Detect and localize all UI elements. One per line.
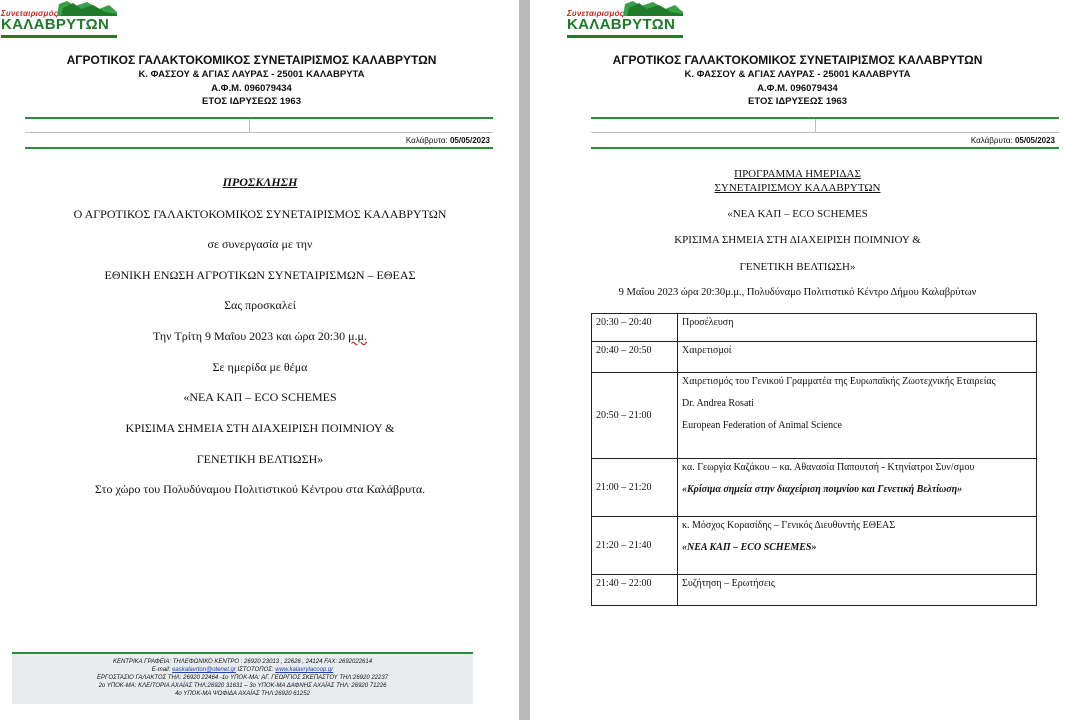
cooperative-logo [1,0,117,40]
letterhead-rule [591,147,1059,149]
schedule-description [678,459,1037,517]
invitation-line-7: «ΝΕΑ ΚΑΠ – ECO SCHEMES [183,390,337,404]
footer-line-4: 2ο ΥΠΟΚ-ΜΑ: ΚΛΕΙΤΟΡΙΑ ΑΧΑΪΑΣ ΤΗΛ:26920 31631 – 3ο ΥΠΟΚ-ΜΑ ΔΑΦΝΗΣ ΑΧΑΪΑΣ ΤΗΛ: 26920 71226 [98,683,387,689]
logo-underline [567,35,683,38]
founded-year: ΕΤΟΣ ΙΔΡΥΣΕΩΣ 1963 [202,96,301,107]
schedule-description [678,575,1037,606]
letterhead-rule [25,147,493,149]
schedule-row [592,459,1037,517]
date-label: Καλάβρυτα: [405,136,448,145]
address: Κ. ΦΑΣΣΟΥ & ΑΓΙΑΣ ΛΑΥΡΑΣ - 25001 ΚΑΛΑΒΡΥΤΑ [684,69,911,80]
letterhead [530,52,1065,109]
letterhead-box [591,117,1059,133]
schedule-text-line: Χαιρετισμός του Γενικού Γραμματέα της Ευρωπαϊκής Ζωοτεχνικής Εταιρείας [682,376,996,387]
footer-website-link[interactable]: www.kalavrylacoop.gr [275,667,334,673]
invitation-line-1: Ο ΑΓΡΟΤΙΚΟΣ ΓΑΛΑΚΤΟΚΟΜΙΚΟΣ ΣΥΝΕΤΑΙΡΙΣΜΟΣ ΚΑΛΑΒΡΥΤΩΝ [73,207,447,221]
programme-title [530,168,1065,195]
footer-line-1: ΚΕΝΤΡΙΚΑ ΓΡΑΦΕΙΑ: ΤΗΛΕΦΩΝΙΚΟ ΚΕΝΤΡΟ : 26920 23013 , 22626 , 24124 FAX: 2692022614 [112,659,373,665]
schedule-text-line: Dr. Andrea Rosati [682,398,754,409]
footer-line-5: 4ο ΥΠΟΚ-ΜΑ ΨΩΦΙΔΑ ΑΧΑΪΑΣ ΤΗΛ:26920 61252 [175,691,310,697]
schedule-description [678,517,1037,575]
programme-subject-2: ΚΡΙΣΙΜΑ ΣΗΜΕΙΑ ΣΤΗ ΔΙΑΧΕΙΡΙΣΗ ΠΟΙΜΝΙΟΥ & [674,234,921,246]
programme-subject-3: ΓΕΝΕΤΙΚΗ ΒΕΛΤΙΩΣΗ» [739,261,856,273]
letterhead [0,52,503,109]
cooperative-name: ΑΓΡΟΤΙΚΟΣ ΓΑΛΑΚΤΟΚΟΜΙΚΟΣ ΣΥΝΕΤΑΙΡΙΣΜΟΣ ΚΑΛΑΒΡΥΤΩΝ [612,53,983,67]
schedule-text-line: Χαιρετισμοί [682,345,732,356]
letter-date [300,136,490,145]
logo-main-text: ΚΑΛΑΒΡΥΤΩΝ [567,16,676,33]
schedule-text-line: «ΝΕΑ ΚΑΠ – ECO SCHEMES» [682,542,817,553]
invitation-pm: μ.μ. [348,329,367,343]
programme-title-line-2: ΣΥΝΕΤΑΙΡΙΣΜΟΥ ΚΑΛΑΒΡΥΤΩΝ [714,181,881,194]
invitation-line-9: ΓΕΝΕΤΙΚΗ ΒΕΛΤΙΩΣΗ» [196,452,324,466]
invitation-date-time: Την Τρίτη 9 Μαΐου 2023 και ώρα 20:30 [153,329,349,343]
invitation-line-3: ΕΘΝΙΚΗ ΕΝΩΣΗ ΑΓΡΟΤΙΚΩΝ ΣΥΝΕΤΑΙΡΙΣΜΩΝ – ΕΘΕΑΣ [104,268,416,282]
footer-line-2: E-mail: easkalavrton@otenet.gr ΙΣΤΟΤΟΠΟΣ: www.kalavrylacoop.gr [151,667,334,673]
schedule-time: 21:40 – 22:00 [592,575,678,606]
tax-id: Α.Φ.Μ. 096079434 [211,82,292,94]
schedule-row [592,517,1037,575]
invitation-line-10: Στο χώρο του Πολυδύναμου Πολιτιστικού Κέντρου στα Καλάβρυτα. [94,482,426,496]
logo-underline [1,35,117,38]
programme-subject-1: «ΝΕΑ ΚΑΠ – ECO SCHEMES [727,208,868,220]
schedule-description [678,342,1037,373]
invitation-line-2: σε συνεργασία με την [207,237,313,251]
schedule-row [592,342,1037,373]
invitation-line-8: ΚΡΙΣΙΜΑ ΣΗΜΕΙΑ ΣΤΗ ΔΙΑΧΕΙΡΙΣΗ ΠΟΙΜΝΙΟΥ & [125,421,395,435]
schedule-time: 20:30 – 20:40 [592,314,678,342]
schedule-time: 20:50 – 21:00 [592,373,678,459]
schedule-time: 21:20 – 21:40 [592,517,678,575]
footer-line-3: ΕΡΓΟΣΤΑΣΙΟ ΓΑΛΑΚΤΟΣ ΤΗΛ: 26920 22464 -1ο ΥΠΟΚ-ΜΑ: ΑΓ. ΓΕΩΡΓΙΟΣ ΣΚΕΠΑΣΤΟΥ ΤΗΛ:26920 22237 [96,675,389,681]
invitation-line-5 [30,329,490,344]
schedule-text-line: κ. Μόσχος Κορασίδης – Γενικός Διευθυντής ΕΘΕΑΣ [682,520,896,531]
logo-top-text: Συνεταιρισμός [1,9,59,18]
footer-email-link[interactable]: easkalavrton@otenet.gr [172,667,236,673]
page-gutter [519,0,530,720]
cooperative-name: ΑΓΡΟΤΙΚΟΣ ΓΑΛΑΚΤΟΚΟΜΙΚΟΣ ΣΥΝΕΤΑΙΡΙΣΜΟΣ ΚΑΛΑΒΡΥΤΩΝ [66,53,437,67]
document-page-1 [0,0,519,720]
cooperative-logo [567,0,683,40]
invitation-title-block [30,175,490,190]
schedule-description [678,314,1037,342]
letterhead-box [25,117,493,133]
schedule-table [591,313,1037,606]
tax-id: Α.Φ.Μ. 096079434 [757,82,838,94]
logo-top-text: Συνεταιρισμός [567,9,625,18]
schedule-text-line: κα. Γεωργία Καζάκου – κα. Αθανασία Παπουτσή - Κτηνίατροι Συν/σμου [682,462,975,473]
letter-date [865,136,1055,145]
schedule-text-line: «Κρίσιμα σημεία στην διαχείριση ποιμνίου και Γενετική Βελτίωση» [682,484,963,495]
programme-title-line-1: ΠΡΟΓΡΑΜΜΑ ΗΜΕΡΙΔΑΣ [734,168,861,180]
schedule-row [592,373,1037,459]
invitation-line-6: Σε ημερίδα με θέμα [212,360,308,374]
date-label: Καλάβρυτα: [970,136,1013,145]
invitation-title: ΠΡΟΣΚΛΗΣΗ [222,175,298,189]
date-value: 05/05/2023 [449,136,490,145]
document-page-2 [530,0,1065,720]
schedule-row [592,575,1037,606]
schedule-row [592,314,1037,342]
schedule-time: 21:00 – 21:20 [592,459,678,517]
programme-date-venue: 9 Μαΐου 2023 ώρα 20:30μ.μ., Πολυδύναμο Πολιτιστικό Κέντρο Δήμου Καλαβρύτων [618,287,977,298]
date-value: 05/05/2023 [1014,136,1055,145]
schedule-text-line: Προσέλευση [682,317,734,328]
letter-footer [12,652,473,704]
schedule-text-line: European Federation of Animal Science [682,420,842,431]
logo-main-text: ΚΑΛΑΒΡΥΤΩΝ [1,16,110,33]
schedule-description [678,373,1037,459]
address: Κ. ΦΑΣΣΟΥ & ΑΓΙΑΣ ΛΑΥΡΑΣ - 25001 ΚΑΛΑΒΡΥΤΑ [138,69,365,80]
invitation-line-4: Σας προσκαλεί [224,298,296,312]
schedule-text-line: Συζήτηση – Ερωτήσεις [682,578,775,589]
schedule-time: 20:40 – 20:50 [592,342,678,373]
founded-year: ΕΤΟΣ ΙΔΡΥΣΕΩΣ 1963 [748,96,847,107]
